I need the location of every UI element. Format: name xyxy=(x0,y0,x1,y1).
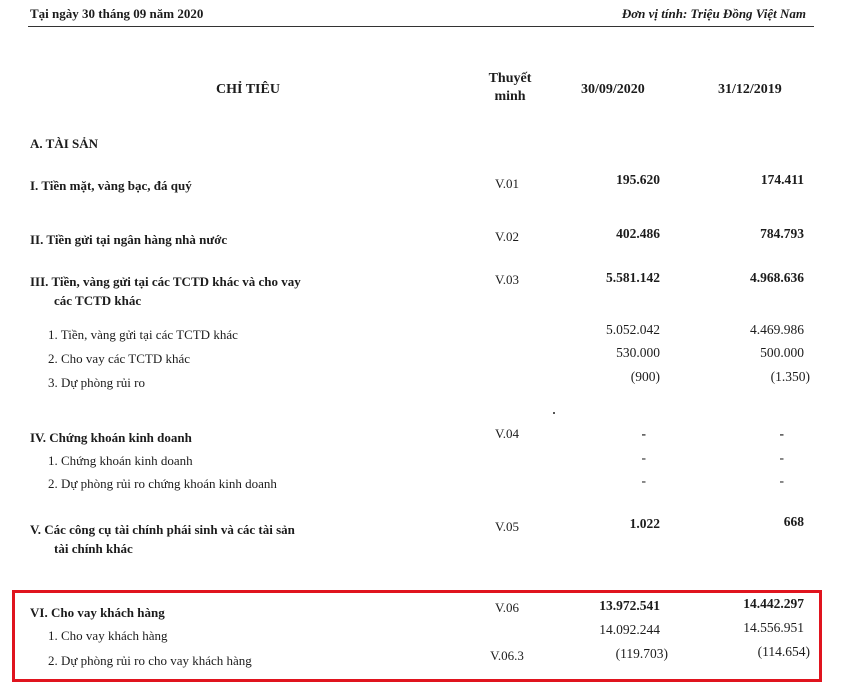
row-label-continued: tài chính khác xyxy=(54,541,133,556)
row-value-2020: - xyxy=(641,450,646,465)
row-note: V.04 xyxy=(495,426,519,441)
row-note: V.06 xyxy=(495,600,519,615)
scan-speck xyxy=(553,412,555,414)
section-title-assets: A. TÀI SẢN xyxy=(30,136,99,151)
row-value-2019: 4.968.636 xyxy=(750,270,804,285)
row-value-2019: - xyxy=(779,450,784,465)
row-value-2020: 195.620 xyxy=(616,172,660,187)
row-note: V.01 xyxy=(495,176,519,191)
row-value-2020: (900) xyxy=(630,369,660,384)
row-label: 1. Tiền, vàng gửi tại các TCTD khác xyxy=(48,327,238,342)
row-value-2019: (114.654) xyxy=(757,644,810,659)
row-value-2019: 174.411 xyxy=(760,172,804,187)
row-label: 1. Cho vay khách hàng xyxy=(48,628,168,643)
row-label: 2. Dự phòng rủi ro cho vay khách hàng xyxy=(48,653,252,668)
header-rule xyxy=(28,26,814,27)
row-label: 2. Cho vay các TCTD khác xyxy=(48,351,190,366)
row-label: VI. Cho vay khách hàng xyxy=(30,605,165,620)
row-value-2019: 14.556.951 xyxy=(743,620,804,635)
row-value-2019: - xyxy=(779,426,784,441)
row-note: V.06.3 xyxy=(490,648,524,663)
row-note: V.03 xyxy=(495,272,519,287)
column-header-item: CHỈ TIÊU xyxy=(216,82,280,97)
row-label: 2. Dự phòng rủi ro chứng khoán kinh doanh xyxy=(48,476,277,491)
row-value-2020: 14.092.244 xyxy=(599,622,660,637)
row-value-2019: 14.442.297 xyxy=(743,596,804,611)
row-value-2019: 4.469.986 xyxy=(750,322,804,337)
row-label: 3. Dự phòng rủi ro xyxy=(48,375,145,390)
row-value-2020: 13.972.541 xyxy=(599,598,660,613)
row-value-2020: 402.486 xyxy=(616,226,660,241)
column-header-note-line1: Thuyết xyxy=(488,71,532,86)
row-value-2019: 668 xyxy=(783,514,804,529)
row-value-2020: 530.000 xyxy=(616,345,660,360)
row-value-2020: 5.581.142 xyxy=(606,270,660,285)
row-value-2019: 784.793 xyxy=(760,226,804,241)
row-note: V.02 xyxy=(495,229,519,244)
row-label: 1. Chứng khoán kinh doanh xyxy=(48,453,193,468)
row-value-2020: 5.052.042 xyxy=(606,322,660,337)
row-value-2019: - xyxy=(779,473,784,488)
row-label: II. Tiền gửi tại ngân hàng nhà nước xyxy=(30,232,228,247)
report-date: Tại ngày 30 tháng 09 năm 2020 xyxy=(30,6,204,21)
row-label: III. Tiền, vàng gửi tại các TCTD khác và cho vay xyxy=(30,274,301,289)
column-header-period1: 30/09/2020 xyxy=(581,82,645,97)
column-header-note-line2: minh xyxy=(494,89,526,104)
row-value-2019: 500.000 xyxy=(760,345,804,360)
row-label: V. Các công cụ tài chính phái sinh và các tài sản xyxy=(30,522,295,537)
row-note: V.05 xyxy=(495,519,519,534)
column-header-note xyxy=(480,70,540,106)
row-label: IV. Chứng khoán kinh doanh xyxy=(30,430,192,445)
row-value-2020: (119.703) xyxy=(615,646,668,661)
column-header-period2: 31/12/2019 xyxy=(718,82,782,97)
row-label: I. Tiền mặt, vàng bạc, đá quý xyxy=(30,178,192,193)
row-label-continued: các TCTD khác xyxy=(54,293,142,308)
row-value-2020: 1.022 xyxy=(629,516,660,531)
currency-unit: Đơn vị tính: Triệu Đồng Việt Nam xyxy=(621,6,806,21)
row-value-2020: - xyxy=(641,426,646,441)
row-value-2020: - xyxy=(641,473,646,488)
row-value-2019: (1.350) xyxy=(770,369,810,384)
